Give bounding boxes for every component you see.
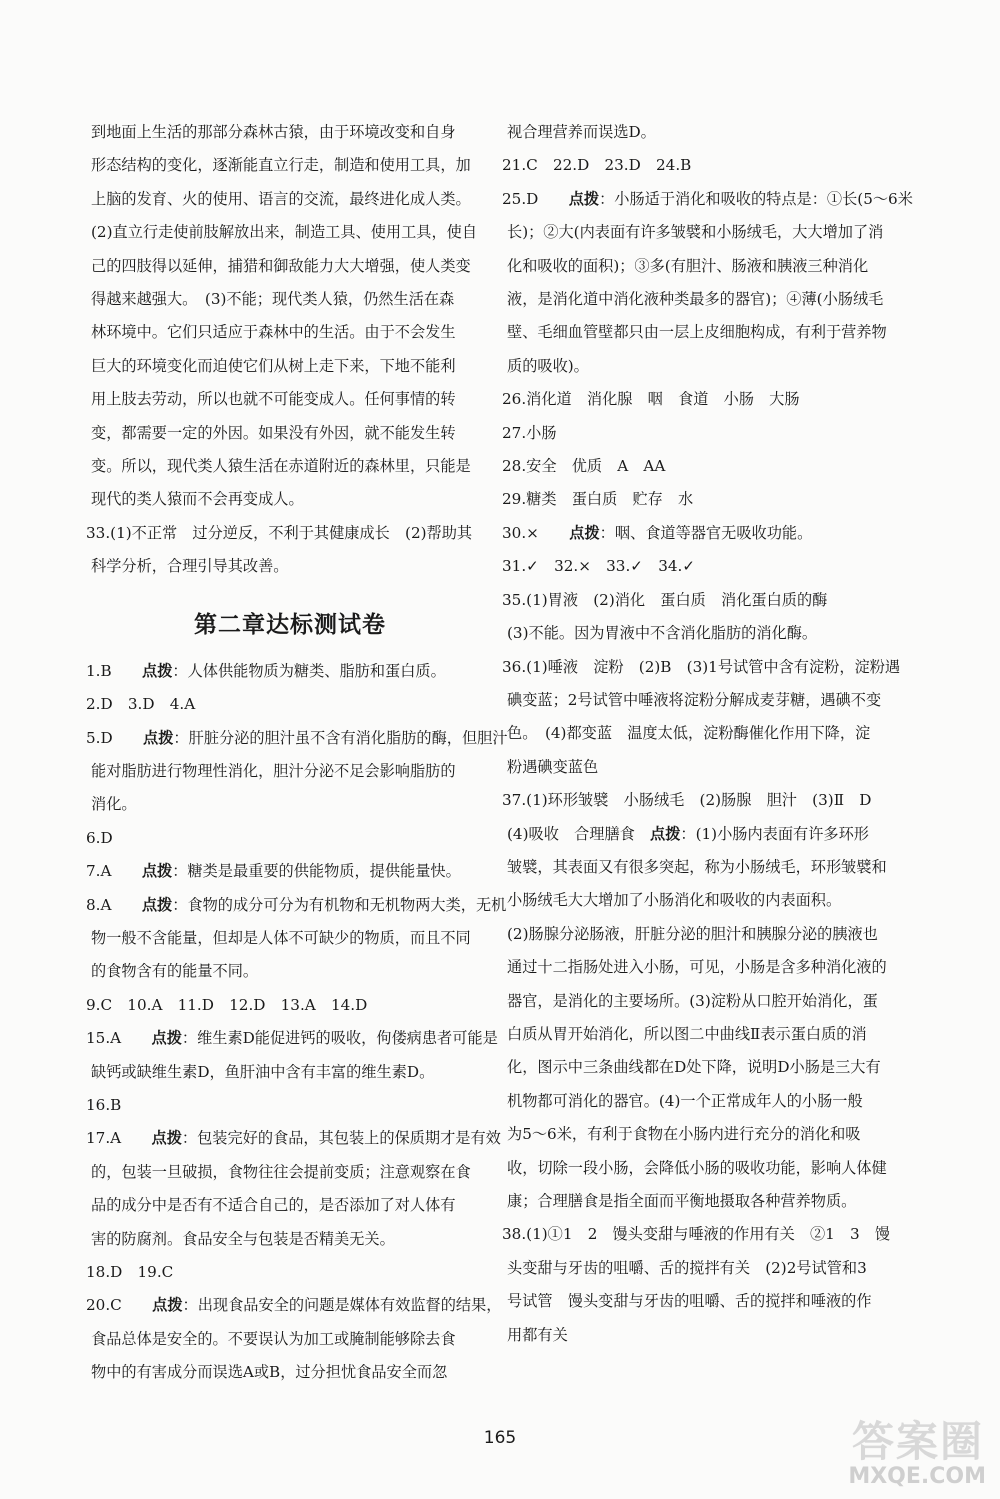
answer-28: 28.安全 优质 A AA: [502, 457, 666, 476]
chapter-title: 第二章达标测试卷: [194, 611, 386, 638]
text-line: 变。所以，现代类人猿生活在赤道附近的森林里，只能是: [91, 457, 471, 476]
text-line: 现代的类人猿而不会再变成人。: [91, 490, 304, 509]
text-line: 33.(1)不正常 过分逆反，不利于其健康成长 (2)帮助其: [86, 523, 473, 542]
tip-label: 点拨: [568, 189, 600, 208]
answer-text: ：(1)小肠内表面有许多环形: [680, 824, 869, 843]
text-line: 通过十二指肠处进入小肠，可见，小肠是含多种消化液的: [507, 958, 887, 977]
text-line: 消化。: [91, 795, 137, 814]
tip-label: 点拨: [650, 824, 681, 843]
answer-text: ：包装完好的食品，其包装上的保质期才是有效: [181, 1129, 501, 1148]
text-line: 康；合理膳食是指全面而平衡地摄取各种营养物质。: [507, 1192, 857, 1210]
text-line: 用都有关: [507, 1325, 568, 1344]
tip-label: 点拨: [141, 862, 173, 881]
text-line: 长)；②大(内表面有许多皱襞和小肠绒毛，大大增加了消: [507, 223, 884, 242]
answer-text: ：咽、食道等器官无吸收功能。: [599, 523, 813, 542]
text-line: 碘变蓝；2号试管中唾液将淀粉分解成麦芽糖，遇碘不变: [507, 690, 882, 709]
text-line: 形态结构的变化，逐渐能直立行走，制造和使用工具，加: [91, 156, 471, 175]
answer-38: 38.(1)①1 2 馒头变甜与唾液的作用有关 ②1 3 馒: [502, 1225, 891, 1244]
text-line: 机物都可消化的器官。(4)一个正常成年人的小肠一般: [507, 1091, 863, 1110]
answer-1: [86, 655, 494, 688]
text-line: 用上肢去劳动，所以也就不可能变成人。任何事情的转: [91, 390, 456, 409]
tip-label: 点拨: [141, 895, 173, 914]
answer-31-34: 31.✓ 32.× 33.✓ 34.✓: [502, 557, 696, 576]
answer-29: 29.糖类 蛋白质 贮存 水: [502, 490, 694, 509]
answer-5: [86, 722, 508, 755]
watermark: [800, 1409, 990, 1489]
text-line: 收，切除一段小肠，会降低小肠的吸收功能，影响人体健: [507, 1158, 887, 1177]
watermark-site: MXQE.COM: [848, 1464, 986, 1489]
answer-number: 25.D: [502, 189, 539, 208]
answer-number: 1.B: [86, 661, 112, 680]
text-line: 化和吸收的面积)；③多(有胆汁、肠液和胰液三种消化: [507, 256, 869, 275]
text-line: [502, 818, 914, 851]
text-line: 食品总体是安全的。不要误认为加工或腌制能够除去食: [91, 1329, 456, 1348]
text-line: 器官，是消化的主要场所。(3)淀粉从口腔开始消化，蛋: [507, 991, 878, 1010]
answer-number: 5.D: [86, 728, 113, 747]
answer-9-14: 9.C 10.A 11.D 12.D 13.A 14.D: [86, 995, 368, 1014]
answer-text: ：出现食品安全的问题是媒体有效监督的结果，: [182, 1296, 502, 1315]
answer-number: 7.A: [86, 862, 112, 881]
answer-21-24: 21.C 22.D 23.D 24.B: [502, 156, 692, 175]
text-line: 物中的有害成分而误选A或B，过分担忧食品安全而忽: [91, 1363, 448, 1382]
left-column: [86, 116, 508, 1390]
answer-16: 16.B: [86, 1095, 122, 1114]
answer-number: 17.A: [86, 1129, 122, 1148]
text-line: 视合理营养而误选D。: [507, 123, 656, 141]
answer-26: 26.消化道 消化腺 咽 食道 小肠 大肠: [502, 390, 800, 409]
answer-number: 15.A: [86, 1029, 122, 1048]
answer-6: 6.D: [86, 828, 113, 847]
answer-18-19: 18.D 19.C: [86, 1263, 174, 1281]
text-line: (2)直立行走使前肢解放出来，制造工具、使用工具，使自: [91, 223, 478, 242]
text-line: 林环境中。它们只适应于森林中的生活。由于不会发生: [91, 323, 456, 342]
answer-27: 27.小肠: [502, 423, 557, 442]
right-column: [502, 116, 914, 1352]
text-line: (2)肠腺分泌肠液，肝脏分泌的胆汁和胰腺分泌的胰液也: [507, 924, 878, 943]
text-line: 壁、毛细血管壁都只由一层上皮细胞构成，有利于营养物: [507, 323, 887, 342]
tip-label: 点拨: [151, 1129, 182, 1148]
text-line: 科学分析，合理引导其改善。: [91, 557, 289, 576]
answer-33: [86, 517, 494, 584]
text-line: 为5～6米，有利于食物在小肠内进行充分的消化和吸: [507, 1125, 861, 1144]
answer-number: 20.C: [86, 1296, 122, 1315]
answer-7: [86, 855, 494, 888]
text-line: 物一般不含能量，但却是人体不可缺少的物质，而且不同: [91, 928, 471, 947]
text-line: 号试管 馒头变甜与牙齿的咀嚼、舌的搅拌和唾液的作: [507, 1292, 872, 1311]
text-line: 缺钙或缺维生素D，鱼肝油中含有丰富的维生素D。: [91, 1062, 435, 1081]
text-line: 能对脂肪进行物理性消化，胆汁分泌不足会影响脂肪的: [91, 761, 456, 780]
text-line: 巨大的环境变化而迫使它们从树上走下来，下地不能利: [91, 356, 456, 375]
text-line: 到地面上生活的那部分森林古猿，由于环境改变和自身: [91, 123, 456, 141]
answer-20: [86, 1289, 502, 1322]
text-line: 头变甜与牙齿的咀嚼、舌的搅拌有关 (2)2号试管和3: [507, 1258, 867, 1277]
text-line: 白质从胃开始消化，所以图二中曲线Ⅱ表示蛋白质的消: [507, 1024, 867, 1043]
tip-label: 点拨: [143, 728, 174, 747]
tip-label: 点拨: [142, 661, 173, 680]
text-line: 己的四肢得以延伸，捕猎和御敌能力大大增强，使人类变: [91, 256, 471, 275]
text-line: 害的防腐剂。食品安全与包装是否精美无关。: [91, 1229, 395, 1248]
answer-35: 35.(1)胃液 (2)消化 蛋白质 消化蛋白质的酶: [502, 590, 828, 609]
watermark-logo: 答案圈: [851, 1417, 984, 1466]
text-line: 变，都需要一定的外因。如果没有外因，就不能发生转: [91, 423, 456, 442]
answer-text: ：肝脏分泌的胆汁虽不含有消化脂肪的酶，但胆汁: [173, 728, 508, 747]
answer-30: [502, 517, 914, 550]
text-line: 得越来越强大。 (3)不能；现代类人猿，仍然生活在森: [91, 290, 455, 309]
text-line: (3)不能。因为胃液中不含消化脂肪的消化酶。: [507, 624, 818, 643]
answer-text: ：人体供能物质为糖类、脂肪和蛋白质。: [172, 661, 446, 680]
tip-label: 点拨: [152, 1296, 183, 1315]
answer-text: ：小肠适于消化和吸收的特点是：①长(5～6米: [599, 189, 913, 208]
answer-number: 30.×: [502, 523, 539, 542]
text-line: 品的成分中是否有不适合自己的，是否添加了对人体有: [91, 1196, 456, 1215]
answer-block-32-end: [86, 116, 494, 517]
text-line: 质的吸收)。: [507, 356, 589, 375]
answer-2-4: 2.D 3.D 4.A: [86, 695, 196, 714]
answer-8: [86, 889, 507, 922]
answer-text: ：糖类是最重要的供能物质，提供能量快。: [172, 862, 461, 881]
text-line: 液，是消化道中消化液种类最多的器官)；④薄(小肠绒毛: [507, 290, 884, 309]
answer-text: ：维生素D能促进钙的吸收，佝偻病患者可能是: [181, 1029, 498, 1048]
answer-15: [86, 1022, 498, 1055]
page-number: 165: [483, 1428, 517, 1448]
answer-text: (4)吸收 合理膳食: [507, 824, 651, 843]
text-line: 化，图示中三条曲线都在D处下降，说明D小肠是三大有: [507, 1058, 881, 1077]
text-line: 粉遇碘变蓝色: [507, 757, 599, 776]
tip-label: 点拨: [151, 1029, 182, 1048]
answer-36: 36.(1)唾液 淀粉 (2)B (3)1号试管中含有淀粉，淀粉遇: [502, 657, 901, 676]
answer-25: [502, 183, 914, 216]
tip-label: 点拨: [569, 523, 600, 542]
answer-17: [86, 1122, 501, 1155]
answer-37: 37.(1)环形皱襞 小肠绒毛 (2)肠腺 胆汁 (3)Ⅱ D: [502, 791, 872, 810]
text-line: 小肠绒毛大大增加了小肠消化和吸收的内表面积。: [507, 891, 842, 910]
answer-text: ：食物的成分可分为有机物和无机物两大类，无机: [172, 895, 507, 914]
text-line: 皱襞，其表面又有很多突起，称为小肠绒毛，环形皱襞和: [507, 857, 887, 876]
text-line: 上脑的发育、火的使用、语言的交流，最终进化成人类。: [91, 189, 471, 208]
answer-number: 8.A: [86, 895, 112, 914]
text-line: 的，包装一旦破损，食物往往会提前变质；注意观察在食: [91, 1162, 471, 1181]
text-line: 色。 (4)都变蓝 温度太低，淀粉酶催化作用下降，淀: [507, 724, 871, 743]
text-line: 的食物含有的能量不同。: [91, 962, 259, 981]
